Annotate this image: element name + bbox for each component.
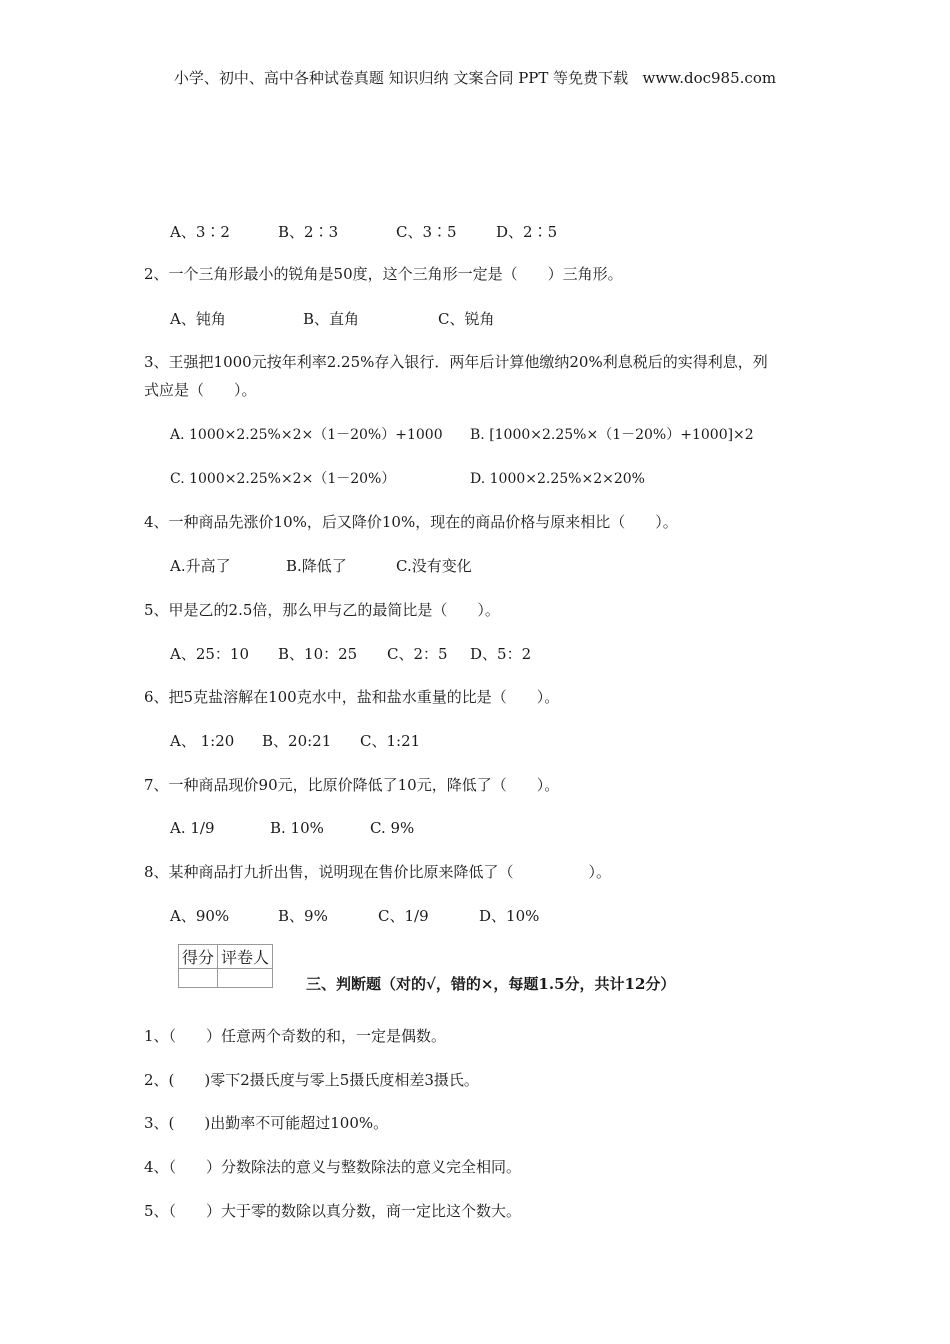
q8-option-c: C、1/9: [378, 907, 429, 925]
q7-option-a: A. 1/9: [170, 819, 215, 837]
score-cell: [179, 969, 218, 988]
q3-option-a: A. 1000×2.25%×2×（1－20%）+1000: [170, 427, 443, 443]
section-3-title: 三、判断题（对的√，错的×，每题1.5分，共计12分）: [306, 975, 676, 993]
q2-option-a: A、钝角: [170, 310, 226, 328]
judgment-2: 2、( )零下2摄氏度与零上5摄氏度相差3摄氏。: [144, 1071, 479, 1089]
q8-option-d: D、10%: [479, 907, 540, 925]
question-5: 5、甲是乙的2.5倍，那么甲与乙的最简比是（ ）。: [144, 601, 500, 619]
q5-option-b: B、10：25: [278, 645, 358, 663]
q4-option-b: B.降低了: [286, 557, 347, 575]
question-8: 8、某种商品打九折出售，说明现在售价比原来降低了（ ）。: [144, 863, 612, 881]
grader-cell: [218, 969, 273, 988]
question-6: 6、把5克盐溶解在100克水中，盐和盐水重量的比是（ ）。: [144, 688, 560, 706]
q3-option-c: C. 1000×2.25%×2×（1－20%）: [170, 471, 396, 487]
q7-option-b: B. 10%: [270, 819, 324, 837]
q1-option-b: B、2∶3: [278, 223, 339, 241]
q7-option-c: C. 9%: [370, 819, 415, 837]
judgment-1: 1、（ ）任意两个奇数的和，一定是偶数。: [144, 1027, 447, 1045]
q4-option-c: C.没有变化: [396, 557, 472, 575]
question-3-cont: 式应是（ ）。: [144, 381, 257, 399]
page-header: 小学、初中、高中各种试卷真题 知识归纳 文案合同 PPT 等免费下载 www.doc985.com: [173, 69, 777, 87]
q6-option-a: A、 1:20: [170, 732, 235, 750]
q2-option-b: B、直角: [303, 310, 360, 328]
q8-option-b: B、9%: [278, 907, 328, 925]
score-label: 得分: [179, 945, 218, 969]
q1-option-a: A、3∶2: [170, 223, 230, 241]
q5-option-d: D、5：2: [470, 645, 532, 663]
judgment-5: 5、（ ）大于零的数除以真分数，商一定比这个数大。: [144, 1202, 522, 1220]
q6-option-b: B、20:21: [262, 732, 332, 750]
q4-option-a: A.升高了: [170, 557, 231, 575]
question-3: 3、王强把1000元按年利率2.25%存入银行．两年后计算他缴纳20%利息税后的实得利息，列: [144, 353, 768, 371]
q8-option-a: A、90%: [170, 907, 230, 925]
q1-option-d: D、2∶5: [496, 223, 558, 241]
q5-option-a: A、25：10: [170, 645, 250, 663]
score-table: [178, 944, 273, 988]
q5-option-c: C、2：5: [387, 645, 448, 663]
q1-option-c: C、3∶5: [396, 223, 457, 241]
q3-option-b: B. [1000×2.25%×（1－20%）+1000]×2: [470, 427, 754, 443]
q2-option-c: C、锐角: [438, 310, 495, 328]
judgment-3: 3、( )出勤率不可能超过100%。: [144, 1114, 389, 1132]
grader-label: 评卷人: [218, 945, 273, 969]
question-7: 7、一种商品现价90元，比原价降低了10元，降低了（ ）。: [144, 776, 560, 794]
judgment-4: 4、（ ）分数除法的意义与整数除法的意义完全相同。: [144, 1158, 522, 1176]
question-2: 2、一个三角形最小的锐角是50度，这个三角形一定是（ ）三角形。: [144, 265, 623, 283]
q6-option-c: C、1:21: [360, 732, 421, 750]
question-4: 4、一种商品先涨价10%，后又降价10%，现在的商品价格与原来相比（ ）。: [144, 513, 678, 531]
q3-option-d: D. 1000×2.25%×2×20%: [470, 471, 645, 487]
